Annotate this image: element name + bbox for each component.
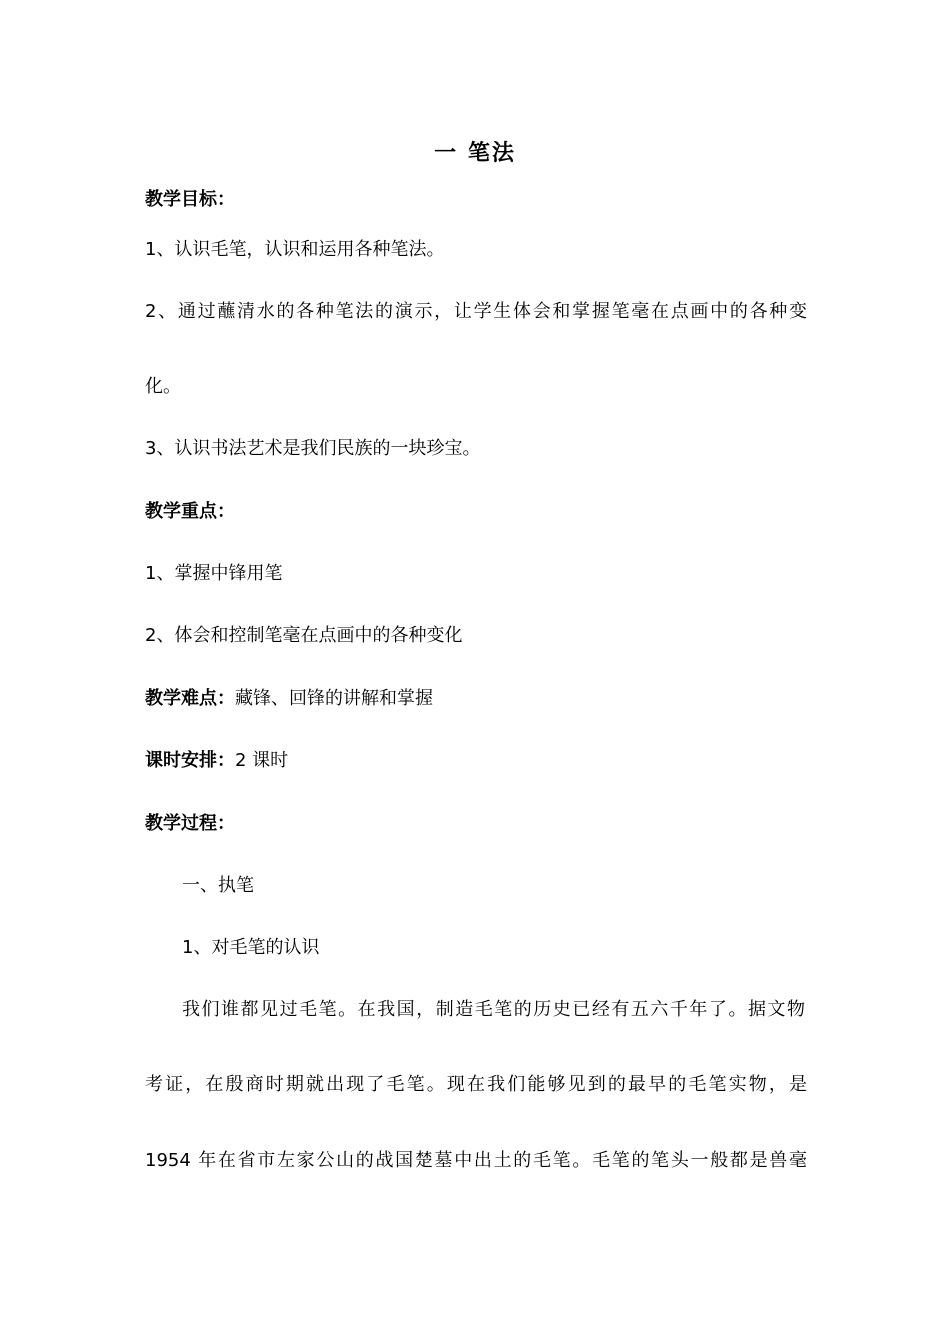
schedule-value: 2 课时 — [235, 750, 289, 771]
objective-item-1: 1、认识毛笔，认识和运用各种笔法。 — [145, 239, 445, 260]
process-heading: 教学过程： — [145, 813, 235, 834]
page-title: 一 笔法 — [434, 141, 516, 166]
objective-item-2-line-2: 化。 — [145, 376, 181, 397]
paragraph-line-1: 我们谁都见过毛笔。在我国，制造毛笔的历史已经有五六千年了。据文物 — [182, 999, 805, 1020]
objective-item-3: 3、认识书法艺术是我们民族的一块珍宝。 — [145, 438, 481, 459]
paragraph-line-3: 1954 年在省市左家公山的战国楚墓中出土的毛笔。毛笔的笔头一般都是兽毫 — [145, 1150, 807, 1171]
process-subsection-1: 1、对毛笔的认识 — [182, 937, 320, 958]
objective-item-2-line-1: 2、通过蘸清水的各种笔法的演示，让学生体会和掌握笔毫在点画中的各种变 — [145, 301, 807, 322]
key-point-item-1: 1、掌握中锋用笔 — [145, 563, 283, 584]
difficulty-row — [145, 686, 433, 712]
difficulty-value: 藏锋、回锋的讲解和掌握 — [235, 688, 433, 709]
process-section-1: 一、执笔 — [182, 875, 254, 896]
schedule-row — [145, 748, 288, 774]
key-points-heading: 教学重点： — [145, 501, 235, 522]
schedule-label: 课时安排： — [145, 750, 235, 771]
paragraph-line-2: 考证，在殷商时期就出现了毛笔。现在我们能够见到的最早的毛笔实物，是 — [145, 1074, 807, 1095]
difficulty-label: 教学难点： — [145, 688, 235, 709]
key-point-item-2: 2、体会和控制笔毫在点画中的各种变化 — [145, 625, 463, 646]
objectives-heading: 教学目标： — [145, 189, 235, 210]
